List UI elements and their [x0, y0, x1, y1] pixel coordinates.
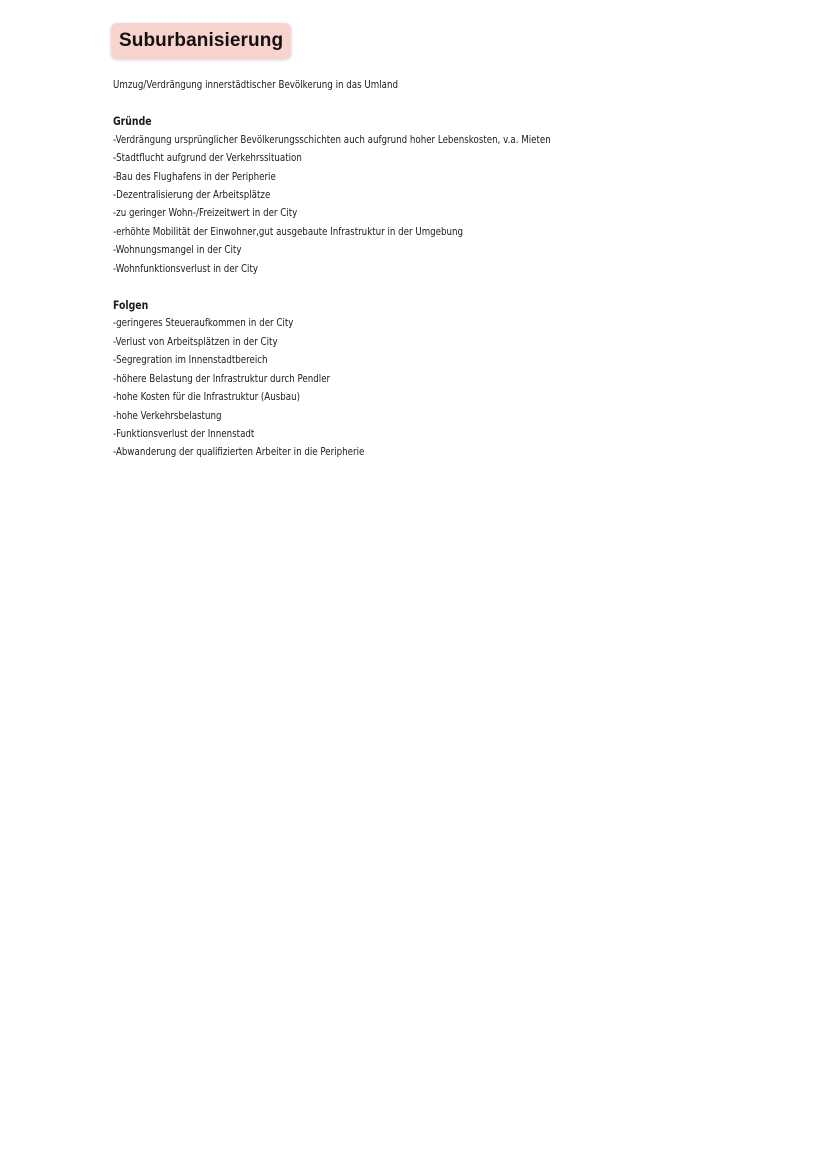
list-item: -Segregration im Innenstadtbereich [113, 354, 268, 367]
list-item: -Funktionsverlust der Innenstadt [113, 427, 255, 440]
list-item: -Dezentralisierung der Arbeitsplätze [113, 189, 271, 202]
list-item: -geringeres Steueraufkommen in der City [113, 317, 294, 330]
section-gruende [113, 112, 671, 278]
document-body [113, 76, 671, 480]
section-heading-folgen: Folgen [113, 298, 149, 313]
list-item: -Verdrängung ursprünglicher Bevölkerungsschichten auch aufgrund hoher Lebenskosten, v.a. Mieten [113, 133, 551, 146]
list-item: -Bau des Flughafens in der Peripherie [113, 170, 276, 183]
definition-text: Umzug/Verdrängung innerstädtischer Bevölkerung in das Umland [113, 79, 398, 91]
section-heading-gruende: Gründe [113, 114, 152, 129]
list-item: -höhere Belastung der Infrastruktur durch Pendler [113, 372, 331, 385]
list-item: -zu geringer Wohn-/Freizeitwert in der City [113, 207, 298, 220]
list-item: -Wohnungsmangel in der City [113, 244, 242, 257]
list-item: -hohe Verkehrsbelastung [113, 409, 222, 422]
section-folgen [113, 296, 671, 462]
title-badge [111, 23, 291, 59]
list-item: -hohe Kosten für die Infrastruktur (Ausbau) [113, 391, 301, 404]
list-item: -Stadtflucht aufgrund der Verkehrssituation [113, 152, 302, 165]
list-item: -Abwanderung der qualifizierten Arbeiter in die Peripherie [113, 446, 365, 459]
list-item: -Verlust von Arbeitsplätzen in der City [113, 335, 278, 348]
list-item: -erhöhte Mobilität der Einwohner,gut ausgebaute Infrastruktur in der Umgebung [113, 225, 464, 238]
page-title: Suburbanisierung [119, 30, 284, 51]
list-item: -Wohnfunktionsverlust in der City [113, 262, 259, 275]
